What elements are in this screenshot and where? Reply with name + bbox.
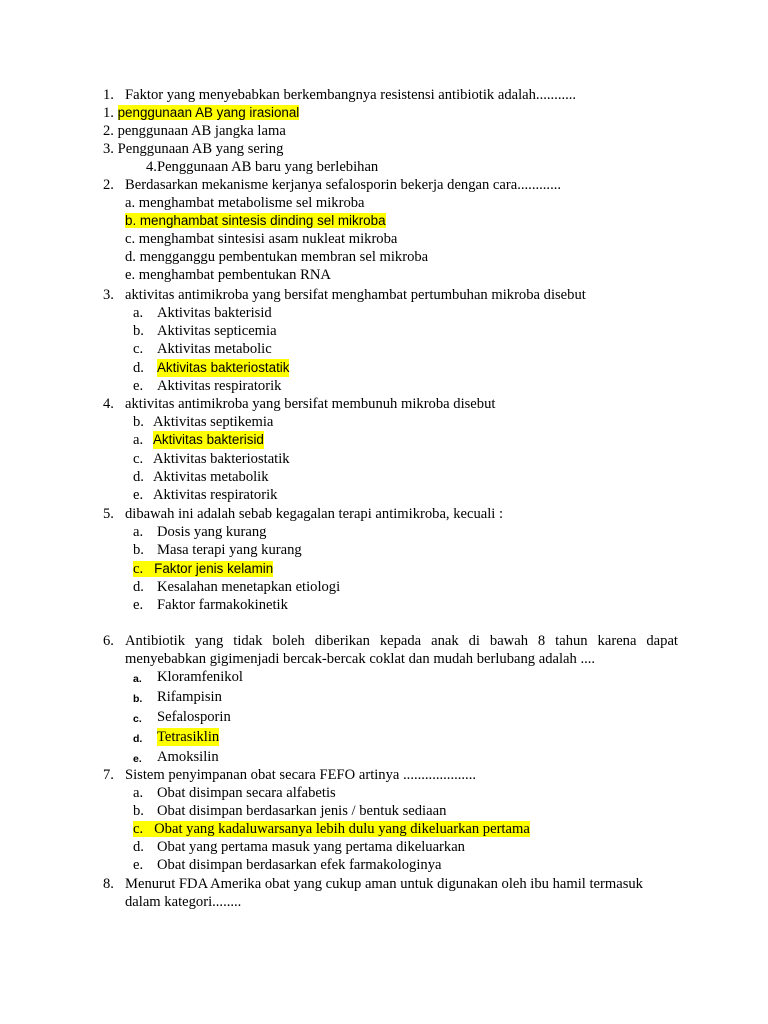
option	[133, 784, 336, 802]
option	[133, 578, 340, 596]
option-text: Aktivitas septikemia	[153, 414, 274, 430]
option-label: d.	[133, 469, 144, 485]
option-text-highlighted	[125, 213, 386, 228]
option	[133, 820, 530, 838]
option-text: mengganggu pembentukan membran sel mikroba	[139, 249, 429, 265]
option-text: penggunaan AB jangka lama	[117, 123, 286, 139]
option-text: Aktivitas respiratorik	[153, 487, 278, 503]
option	[125, 266, 331, 284]
option-label: d.	[133, 839, 144, 855]
option	[133, 708, 231, 726]
option-label: 1.	[103, 105, 114, 121]
option-text: Masa terapi yang kurang	[157, 542, 302, 558]
option	[103, 140, 283, 158]
option-label: c.	[133, 713, 142, 725]
question-number: 4.	[103, 396, 114, 412]
question-1	[103, 86, 576, 104]
option-label: a.	[133, 524, 144, 540]
option	[125, 212, 386, 230]
question-4	[103, 395, 495, 413]
option	[133, 688, 222, 706]
option	[133, 802, 446, 820]
option-text: Dosis yang kurang	[157, 524, 267, 540]
option-text: menghambat pembentukan RNA	[138, 267, 331, 283]
option-text: Penggunaan AB yang sering	[117, 141, 284, 157]
option	[133, 728, 219, 746]
question-text: Berdasarkan mekanisme kerjanya sefalosporin bekerja dengan cara............	[125, 177, 562, 193]
option-label: b.	[133, 693, 143, 705]
option-text-highlighted: Aktivitas bakterisid	[153, 432, 264, 447]
question-text: Sistem penyimpanan obat secara FEFO artinya ....................	[125, 767, 476, 783]
question-number: 5.	[103, 506, 114, 522]
option-text: Obat yang pertama masuk yang pertama dikeluarkan	[157, 839, 465, 855]
option-text: Obat disimpan berdasarkan jenis / bentuk sediaan	[157, 803, 447, 819]
question-number: 2.	[103, 177, 114, 193]
option-label: b.	[125, 213, 137, 228]
option	[133, 468, 269, 486]
option	[133, 856, 441, 874]
option-label: b.	[133, 323, 144, 339]
option	[103, 104, 299, 122]
question-number: 6.	[103, 633, 114, 649]
question-text: Faktor yang menyebabkan berkembangnya resistensi antibiotik adalah...........	[125, 87, 577, 103]
option-label: b.	[133, 542, 144, 558]
option	[133, 377, 281, 395]
option-text: Faktor jenis kelamin	[154, 561, 274, 576]
option	[103, 122, 286, 140]
option	[133, 541, 302, 559]
option-label: 2.	[103, 123, 114, 139]
option-label: 4.	[146, 159, 157, 175]
question-6	[103, 632, 678, 650]
option-label: c.	[133, 341, 144, 357]
option-text: Aktivitas metabolic	[157, 341, 272, 357]
option	[133, 486, 277, 504]
question-2	[103, 176, 561, 194]
option	[133, 838, 465, 856]
option-text: Rifampisin	[157, 689, 222, 705]
option-label: a.	[133, 305, 144, 321]
option-text: menghambat sintesisi asam nukleat mikroba	[138, 231, 398, 247]
option	[133, 596, 288, 614]
option-label: e.	[133, 378, 144, 394]
option-label: b.	[133, 414, 144, 430]
option-text: Sefalosporin	[157, 709, 231, 725]
option	[125, 230, 397, 248]
option	[133, 359, 289, 377]
option	[133, 560, 273, 578]
question-text-line-2: menyebabkan gigimenjadi bercak-bercak coklat dan mudah berlubang adalah ....	[125, 651, 596, 667]
option-label: e.	[125, 267, 136, 283]
option-label: e.	[133, 597, 144, 613]
question-number: 8.	[103, 876, 114, 892]
option	[125, 248, 428, 266]
option-text: Aktivitas respiratorik	[157, 378, 282, 394]
question-number: 1.	[103, 87, 114, 103]
option-label: d.	[125, 249, 136, 265]
question-8-continued	[125, 893, 241, 911]
option-label: a.	[133, 785, 144, 801]
option-label: e.	[133, 753, 142, 765]
question-number: 7.	[103, 767, 114, 783]
option-text-highlighted	[133, 561, 273, 577]
question-text-line-1: Antibiotik yang tidak boleh diberikan kepada anak di bawah 8 tahun karena dapat	[125, 633, 678, 649]
option-text: Aktivitas metabolik	[153, 469, 269, 485]
option	[133, 450, 290, 468]
option-label: a.	[133, 432, 144, 448]
option-text-highlighted	[133, 821, 530, 837]
option-label: 3.	[103, 141, 114, 157]
option-text: Faktor farmakokinetik	[157, 597, 288, 613]
option	[133, 748, 219, 766]
option-text-highlighted: Aktivitas bakteriostatik	[157, 360, 290, 375]
question-3	[103, 286, 586, 304]
option-text: Kloramfenikol	[157, 669, 243, 685]
option-label: c.	[133, 561, 144, 577]
option-label: a.	[125, 195, 136, 211]
option-label: b.	[133, 803, 144, 819]
option-text: Aktivitas septicemia	[157, 323, 277, 339]
option-text: Amoksilin	[157, 749, 219, 765]
option	[133, 322, 277, 340]
option-label: c.	[133, 451, 144, 467]
option-text: menghambat sintesis dinding sel mikroba	[139, 213, 386, 228]
option	[146, 158, 378, 176]
option-text: Obat disimpan secara alfabetis	[157, 785, 336, 801]
option-label: e.	[133, 857, 144, 873]
question-7	[103, 766, 476, 784]
option-text: menghambat metabolisme sel mikroba	[138, 195, 365, 211]
option-text: Aktivitas bakteriostatik	[153, 451, 290, 467]
option-label: d.	[133, 579, 144, 595]
option-text: Obat yang kadaluwarsanya lebih dulu yang dikeluarkan pertama	[154, 821, 530, 837]
question-6-continued	[125, 650, 595, 668]
option-label: a.	[133, 673, 142, 685]
option	[133, 668, 243, 686]
option-text: Obat disimpan berdasarkan efek farmakologinya	[157, 857, 442, 873]
question-text-line-1: Menurut FDA Amerika obat yang cukup aman untuk digunakan oleh ibu hamil termasuk	[125, 876, 643, 892]
question-text-line-2: dalam kategori........	[125, 894, 242, 910]
option-text: Aktivitas bakterisid	[157, 305, 272, 321]
option-label: c.	[125, 231, 136, 247]
option-text-highlighted: penggunaan AB yang irasional	[117, 105, 300, 120]
option	[133, 340, 272, 358]
option	[125, 194, 365, 212]
option-label: d.	[133, 733, 143, 745]
question-text: aktivitas antimikroba yang bersifat menghambat pertumbuhan mikroba disebut	[125, 287, 586, 303]
option-label: c.	[133, 821, 144, 837]
option-text: Kesalahan menetapkan etiologi	[157, 579, 341, 595]
option-label: d.	[133, 360, 144, 376]
question-text: aktivitas antimikroba yang bersifat membunuh mikroba disebut	[125, 396, 496, 412]
question-text: dibawah ini adalah sebab kegagalan terapi antimikroba, kecuali :	[125, 506, 504, 522]
question-8	[103, 875, 643, 893]
option-text-highlighted: Tetrasiklin	[157, 729, 220, 745]
option-text: Penggunaan AB baru yang berlebihan	[156, 159, 379, 175]
option-label: e.	[133, 487, 144, 503]
option	[133, 413, 273, 431]
option	[133, 304, 272, 322]
question-number: 3.	[103, 287, 114, 303]
option	[133, 523, 266, 541]
option	[133, 431, 264, 449]
question-5	[103, 505, 503, 523]
